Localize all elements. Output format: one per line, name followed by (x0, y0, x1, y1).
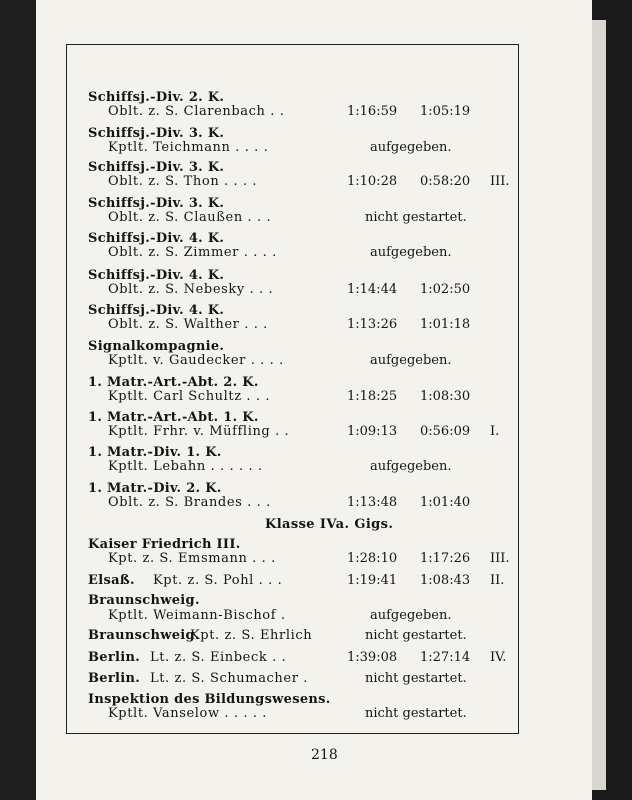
unit-name: 1. Matr.-Art.-Abt. 2. K. (88, 375, 259, 390)
corrected-time: 0:58:20 (420, 174, 471, 189)
skipper-name: Kpt. z. S. Pohl . . . (153, 573, 283, 588)
corrected-time: 1:05:19 (420, 104, 471, 119)
unit-name: Schiffsj.-Div. 4. K. (88, 268, 225, 283)
scan-right-edge (592, 0, 632, 800)
status-text: nicht gestartet. (365, 628, 467, 643)
unit-name: 1. Matr.-Div. 1. K. (88, 445, 222, 460)
elapsed-time: 1:13:48 (347, 495, 398, 510)
skipper-name: Kptlt. Weimann-Bischof . (108, 608, 286, 623)
corrected-time: 0:56:09 (420, 424, 471, 439)
unit-name: 1. Matr.-Art.-Abt. 1. K. (88, 410, 259, 425)
unit-name: Inspektion des Bildungswesens. (88, 692, 331, 707)
skipper-name: Lt. z. S. Schumacher . (150, 671, 308, 686)
corrected-time: 1:08:30 (420, 389, 471, 404)
unit-name: Schiffsj.-Div. 4. K. (88, 303, 225, 318)
elapsed-time: 1:18:25 (347, 389, 398, 404)
elapsed-time: 1:10:28 (347, 174, 398, 189)
unit-name: Braunschweig. (88, 593, 200, 608)
unit-name: Berlin. (88, 671, 141, 686)
status-text: aufgegeben. (370, 608, 452, 623)
placement: III. (490, 551, 510, 566)
unit-name: Schiffsj.-Div. 3. K. (88, 196, 225, 211)
unit-name: Kaiser Friedrich III. (88, 537, 241, 552)
skipper-name: Kptlt. Lebahn . . . . . . (108, 459, 263, 474)
elapsed-time: 1:39:08 (347, 650, 398, 665)
skipper-name: Kpt. z. S. Emsmann . . . (108, 551, 276, 566)
next-page-edge (592, 20, 606, 790)
elapsed-time: 1:19:41 (347, 573, 398, 588)
elapsed-time: 1:28:10 (347, 551, 398, 566)
skipper-name: Kptlt. Teichmann . . . . (108, 140, 269, 155)
skipper-name: Oblt. z. S. Walther . . . (108, 317, 268, 332)
unit-name: 1. Matr.-Div. 2. K. (88, 481, 222, 496)
skipper-name: Kpt. z. S. Ehrlich (190, 628, 313, 643)
corrected-time: 1:27:14 (420, 650, 471, 665)
unit-name: Elsaß. (88, 573, 135, 588)
skipper-name: Oblt. z. S. Nebesky . . . (108, 282, 274, 297)
section-heading: Klasse IVa. Gigs. (265, 517, 394, 532)
status-text: nicht gestartet. (365, 210, 467, 225)
status-text: aufgegeben. (370, 353, 452, 368)
elapsed-time: 1:16:59 (347, 104, 398, 119)
page-number: 218 (311, 747, 338, 763)
status-text: aufgegeben. (370, 459, 452, 474)
placement: III. (490, 174, 510, 189)
skipper-name: Oblt. z. S. Thon . . . . (108, 174, 258, 189)
status-text: aufgegeben. (370, 140, 452, 155)
corrected-time: 1:01:18 (420, 317, 471, 332)
skipper-name: Oblt. z. S. Claußen . . . (108, 210, 272, 225)
unit-name: Signalkompagnie. (88, 339, 225, 354)
corrected-time: 1:17:26 (420, 551, 471, 566)
skipper-name: Oblt. z. S. Zimmer . . . . (108, 245, 277, 260)
unit-name: Schiffsj.-Div. 2. K. (88, 90, 225, 105)
placement: IV. (490, 650, 507, 665)
skipper-name: Kptlt. Frhr. v. Müffling . . (108, 424, 290, 439)
status-text: aufgegeben. (370, 245, 452, 260)
corrected-time: 1:08:43 (420, 573, 471, 588)
skipper-name: Kptlt. Carl Schultz . . . (108, 389, 271, 404)
elapsed-time: 1:13:26 (347, 317, 398, 332)
corrected-time: 1:01:40 (420, 495, 471, 510)
unit-name: Berlin. (88, 650, 141, 665)
placement: I. (490, 424, 500, 439)
unit-name: Braunschweig. (88, 628, 200, 643)
status-text: nicht gestartet. (365, 706, 467, 721)
unit-name: Schiffsj.-Div. 4. K. (88, 231, 225, 246)
skipper-name: Oblt. z. S. Brandes . . . (108, 495, 271, 510)
placement: II. (490, 573, 505, 588)
skipper-name: Kptlt. v. Gaudecker . . . . (108, 353, 284, 368)
status-text: nicht gestartet. (365, 671, 467, 686)
corrected-time: 1:02:50 (420, 282, 471, 297)
elapsed-time: 1:09:13 (347, 424, 398, 439)
skipper-name: Oblt. z. S. Clarenbach . . (108, 104, 285, 119)
elapsed-time: 1:14:44 (347, 282, 398, 297)
unit-name: Schiffsj.-Div. 3. K. (88, 126, 225, 141)
unit-name: Schiffsj.-Div. 3. K. (88, 160, 225, 175)
skipper-name: Kptlt. Vanselow . . . . . (108, 706, 268, 721)
scan-left-edge (0, 0, 36, 800)
skipper-name: Lt. z. S. Einbeck . . (150, 650, 287, 665)
